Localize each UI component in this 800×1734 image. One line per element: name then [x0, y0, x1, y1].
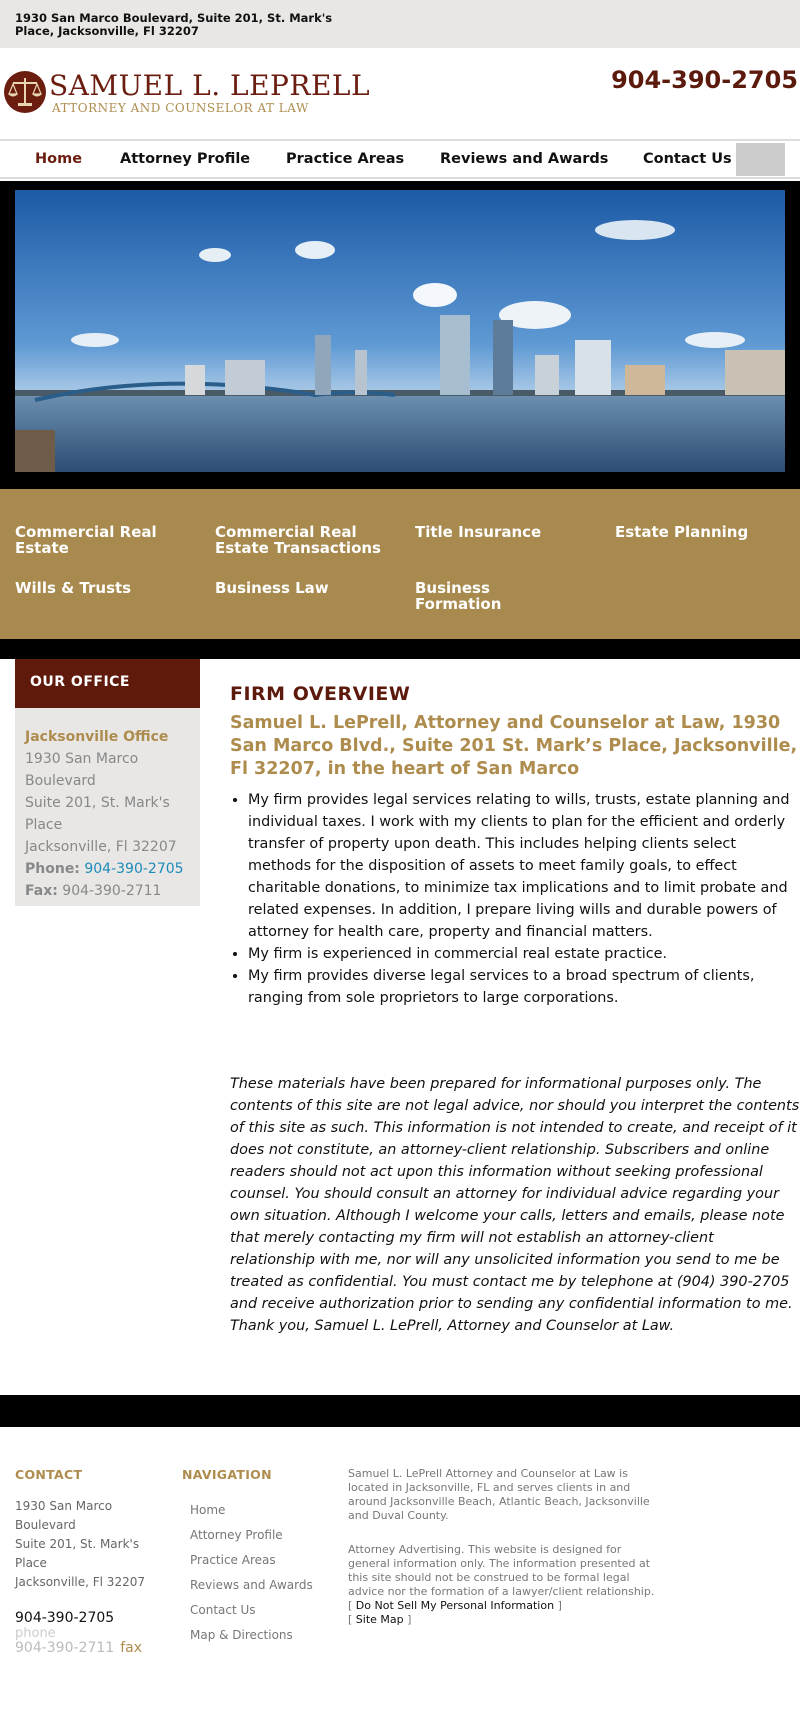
footer-nav-home[interactable]: Home: [190, 1503, 226, 1517]
page-subtitle: Samuel L. LePrell, Attorney and Counselor at Law, 1930 San Marco Blvd., Suite 201 St. Mark’s Place, Jacksonville, Fl 32207, in the heart of San Marco: [230, 713, 798, 779]
list-item: • My firm provides diverse legal services to a broad spectrum of clients, ranging from sole proprietors to large corporations.: [248, 965, 800, 1009]
bracket-close: ]: [557, 1599, 562, 1612]
footer-address-line2: Suite 201, St. Mark's Place: [15, 1537, 140, 1570]
divider-band: [0, 639, 800, 659]
nav-item-reviews-awards[interactable]: Reviews and Awards: [440, 151, 609, 167]
practice-wills-trusts[interactable]: Wills & Trusts: [15, 579, 132, 597]
footer-phone[interactable]: 904-390-2705: [15, 1610, 115, 1626]
office-phone-label: Phone:: [25, 861, 80, 877]
footer-nav-contact-us[interactable]: Contact Us: [190, 1603, 256, 1617]
practice-areas-band: [0, 489, 800, 639]
list-item: • My firm provides legal services relating to wills, trusts, estate planning and individual taxes. I work with my clients to plan for the efficient and orderly transfer of property upon death. This includes helping clients select methods for the disposition of assets to meet family goals, to effect charitable donations, to minimize tax implications and to limit probate and related expenses. In addition, I prepare living wills and durable powers of attorney for health care, property and financial matters.: [248, 789, 800, 943]
footer-address-line3: Jacksonville, Fl 32207: [15, 1575, 145, 1589]
office-fax-number: 904-390-2711: [62, 883, 162, 899]
office-title: Jacksonville Office: [25, 729, 169, 745]
footer-advertising-text: Attorney Advertising. This website is designed for general information only. The information presented at this site should not be construed to be formal legal advice nor the formation of a lawyer/client relationship.: [348, 1543, 655, 1598]
our-office-body: [15, 708, 200, 906]
footer-contact-address: [15, 1497, 165, 1592]
office-phone-link[interactable]: 904-390-2705: [84, 861, 184, 877]
logo-name: SAMUEL L. LEPRELL: [49, 69, 371, 102]
footer-nav-reviews-awards[interactable]: Reviews and Awards: [190, 1578, 313, 1592]
bracket-open: [: [348, 1613, 353, 1626]
footer-fax-row: [15, 1640, 142, 1656]
nav-item-attorney-profile[interactable]: Attorney Profile: [120, 151, 251, 167]
practice-title-insurance[interactable]: Title Insurance: [415, 523, 542, 541]
footer-fax-label: fax: [120, 1640, 142, 1656]
footer-nav-practice-areas[interactable]: Practice Areas: [190, 1553, 276, 1567]
page-title: FIRM OVERVIEW: [230, 683, 411, 705]
footer-address-line1: 1930 San Marco Boulevard: [15, 1499, 113, 1532]
footer-contact-heading: CONTACT: [15, 1467, 83, 1482]
office-address-line2: Suite 201, St. Mark's Place: [25, 795, 170, 833]
practice-business-formation[interactable]: Business Formation: [415, 579, 502, 613]
main-nav: [0, 143, 800, 179]
logo-tagline: ATTORNEY AND COUNSELOR AT LAW: [52, 101, 309, 115]
office-fax-row: [25, 880, 190, 902]
bracket-close: ]: [407, 1613, 412, 1626]
our-office-heading: OUR OFFICE: [15, 659, 200, 708]
nav-item-practice-areas[interactable]: Practice Areas: [286, 151, 405, 167]
practice-estate-planning[interactable]: Estate Planning: [615, 523, 749, 541]
site-header: [0, 48, 800, 141]
office-phone-row: [25, 858, 190, 880]
office-address-line1: 1930 San Marco Boulevard: [25, 751, 139, 789]
footer-band: [0, 1395, 800, 1427]
jacksonville-skyline-image: [15, 190, 785, 472]
services-list: [230, 789, 800, 1009]
practice-commercial-real-estate[interactable]: Commercial Real Estate: [15, 523, 157, 557]
our-office-card: [15, 659, 200, 906]
nav-item-home[interactable]: Home: [35, 151, 83, 167]
bracket-open: [: [348, 1599, 353, 1612]
list-item: • My firm is experienced in commercial real estate practice.: [248, 943, 800, 965]
practice-business-law[interactable]: Business Law: [215, 579, 329, 597]
footer-fax-number: 904-390-2711: [15, 1640, 115, 1656]
footer-advertising-block: [348, 1543, 658, 1627]
header-phone[interactable]: 904-390-2705: [611, 66, 798, 94]
top-address: 1930 San Marco Boulevard, Suite 201, St. Mark's Place, Jacksonville, Fl 32207: [15, 11, 333, 38]
nav-search-button[interactable]: [736, 143, 785, 176]
site-map-link[interactable]: Site Map: [355, 1613, 404, 1626]
practice-commercial-real-estate-transactions[interactable]: Commercial Real Estate Transactions: [215, 523, 381, 557]
hero-banner: [0, 181, 800, 489]
top-address-bar: [0, 0, 800, 48]
footer-about-text: Samuel L. LePrell Attorney and Counselor at Law is located in Jacksonville, FL and serves clients in and around Jacksonville Beach, Atlantic Beach, Jacksonville and Duval County.: [348, 1467, 650, 1522]
footer-nav-attorney-profile[interactable]: Attorney Profile: [190, 1528, 283, 1542]
office-fax-label: Fax:: [25, 883, 58, 899]
scales-of-justice-icon: [3, 70, 47, 114]
footer-phone-label: phone: [15, 1626, 56, 1641]
do-not-sell-link[interactable]: Do Not Sell My Personal Information: [355, 1599, 555, 1612]
legal-disclaimer: These materials have been prepared for informational purposes only. The contents of this site are not legal advice, nor should you interpret the contents of this site as such. This information is not intended to create, and receipt of it does not constitute, an attorney-client relationship. Subscribers and online readers should not act upon this information without seeking professional counsel. You should consult an attorney for individual advice regarding your own situation. Although I welcome your calls, letters and emails, please note that merely contacting my firm will not establish an attorney-client relationship with me, nor will any unsolicited information you send to me be treated as confidential. You must contact me by telephone at (904) 390-2705 and receive authorization prior to sending any confidential information to me. Thank you, Samuel L. LePrell, Attorney and Counselor at Law.: [230, 1076, 800, 1334]
office-address-line3: Jacksonville, Fl 32207: [25, 839, 177, 855]
site-logo[interactable]: [3, 68, 371, 118]
nav-item-contact-us[interactable]: Contact Us: [643, 151, 732, 167]
footer-nav-map-directions[interactable]: Map & Directions: [190, 1628, 293, 1642]
main-content: [230, 680, 800, 1337]
footer-navigation-heading: NAVIGATION: [182, 1467, 272, 1482]
